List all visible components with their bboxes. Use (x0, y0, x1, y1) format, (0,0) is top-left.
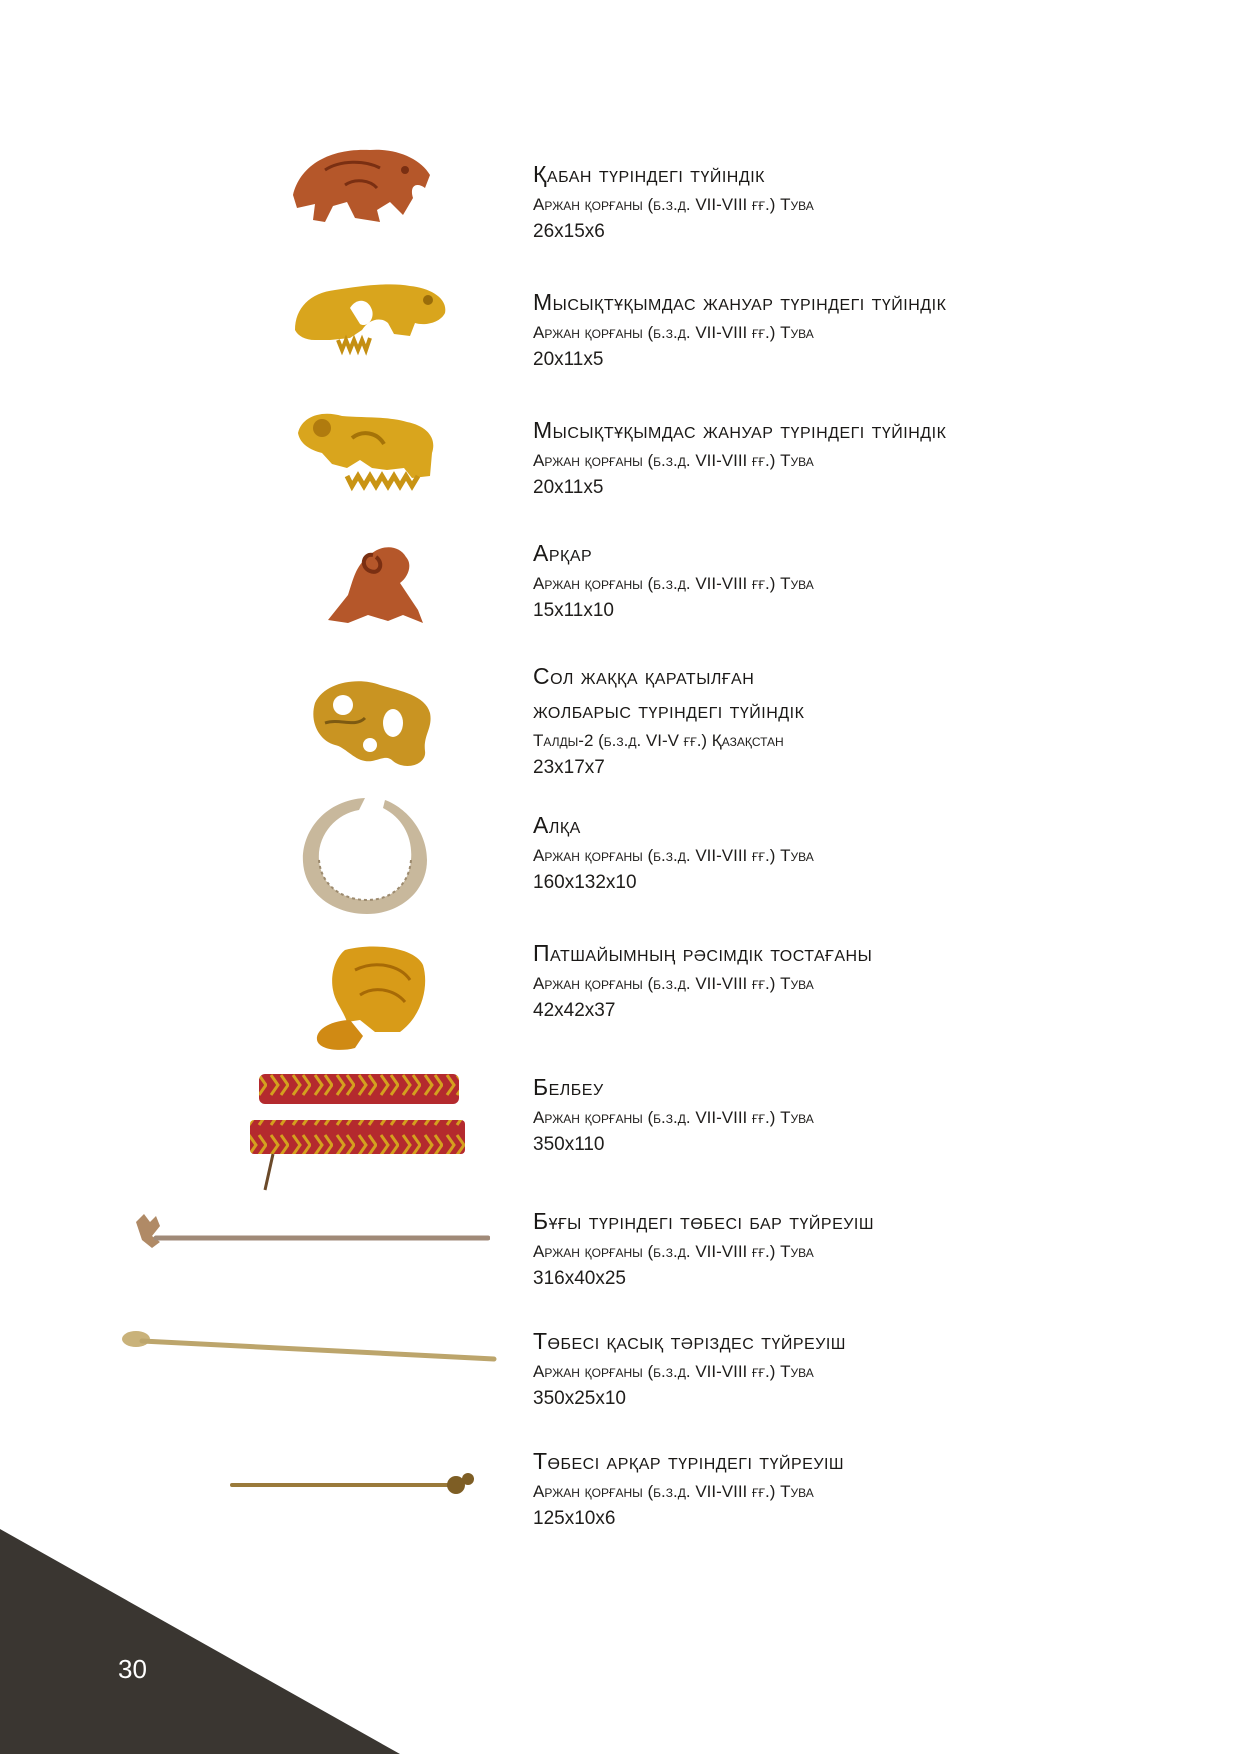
torque-necklace-image (295, 790, 435, 920)
artifact-title: Мысықтұқымдас жануар түріндегі түйіндік (533, 417, 947, 443)
artifact-title: Арқар (533, 540, 593, 566)
feline-plaque-2-image (292, 398, 442, 493)
artifact-caption (533, 808, 814, 896)
artifact-size: 20x11x5 (533, 349, 604, 370)
artifact-size: 350x25x10 (533, 1388, 626, 1409)
artifact-size: 15x11x10 (533, 600, 614, 621)
artifact-caption (533, 1324, 846, 1412)
belt-image (245, 1070, 475, 1195)
artifact-title: Белбеу (533, 1074, 604, 1100)
artifact-origin: Аржан қорғаны (б.з.д. VII-VIII ғғ.) Тува (533, 1362, 814, 1381)
artifact-size: 160x132x10 (533, 872, 637, 893)
artifact-origin: Аржан қорғаны (б.з.д. VII-VIII ғғ.) Тува (533, 1482, 814, 1501)
artifact-origin: Талды-2 (б.з.д. VI-V ғғ.) Қазақстан (533, 731, 784, 750)
tiger-plaque-image (305, 673, 435, 773)
artifact-caption (533, 1070, 814, 1158)
corner-triangle (0, 1354, 400, 1754)
artifact-origin: Аржан қорғаны (б.з.д. VII-VIII ғғ.) Тува (533, 323, 814, 342)
deer-head-pin-image (130, 1210, 490, 1260)
boar-plaque-image (285, 140, 435, 235)
artifact-origin: Аржан қорғаны (б.з.д. VII-VIII ғғ.) Тува (533, 451, 814, 470)
artifact-size: 316x40x25 (533, 1268, 626, 1289)
spoon-head-pin-image (118, 1325, 498, 1365)
artifact-size: 26x15x6 (533, 221, 605, 242)
artifact-title: Патшайымның рәсімдік тостағаны (533, 940, 873, 966)
ceremonial-cup-image (305, 940, 435, 1055)
artifact-caption (533, 659, 804, 781)
artifact-origin: Аржан қорғаны (б.з.д. VII-VIII ғғ.) Тува (533, 1242, 814, 1261)
artifact-size: 125x10x6 (533, 1508, 616, 1529)
artifact-origin: Аржан қорғаны (б.з.д. VII-VIII ғғ.) Тува (533, 1108, 814, 1127)
argali-figurine-image (318, 535, 433, 630)
artifact-size: 42x42x37 (533, 1000, 616, 1021)
artifact-origin: Аржан қорғаны (б.з.д. VII-VIII ғғ.) Тува (533, 574, 814, 593)
artifact-caption (533, 1204, 874, 1292)
artifact-caption (533, 936, 872, 1024)
page-number: 30 (118, 1654, 147, 1684)
artifact-title: Мысықтұқымдас жануар түріндегі түйіндік (533, 289, 947, 315)
artifact-origin: Аржан қорғаны (б.з.д. VII-VIII ғғ.) Тува (533, 974, 814, 993)
artifact-size: 23x17x7 (533, 757, 605, 778)
artifact-title: Төбесі қасық тәріздес түйреуіш (533, 1328, 846, 1354)
artifact-caption (533, 536, 814, 624)
feline-plaque-1-image (290, 268, 450, 358)
artifact-origin: Аржан қорғаны (б.з.д. VII-VIII ғғ.) Тува (533, 195, 814, 214)
artifact-title: Бұғы түріндегі төбесі бар түйреуіш (533, 1208, 875, 1234)
artifact-caption (533, 285, 946, 373)
artifact-caption (533, 157, 814, 245)
argali-head-pin-image (228, 1465, 478, 1505)
artifact-size: 20x11x5 (533, 477, 604, 498)
artifact-title: Қабан түріндегі түйіндік (533, 161, 765, 187)
artifact-title-line-1: Сол жаққа қаратылған (533, 663, 755, 689)
artifact-origin: Аржан қорғаны (б.з.д. VII-VIII ғғ.) Тува (533, 846, 814, 865)
artifact-title: Төбесі арқар түріндегі түйреуіш (533, 1448, 845, 1474)
artifact-title-line-2: жолбарыс түріндегі түйіндік (533, 697, 805, 723)
artifact-caption (533, 1444, 844, 1532)
artifact-caption (533, 413, 946, 501)
artifact-title: Алқа (533, 812, 581, 838)
artifact-size: 350x110 (533, 1134, 605, 1155)
